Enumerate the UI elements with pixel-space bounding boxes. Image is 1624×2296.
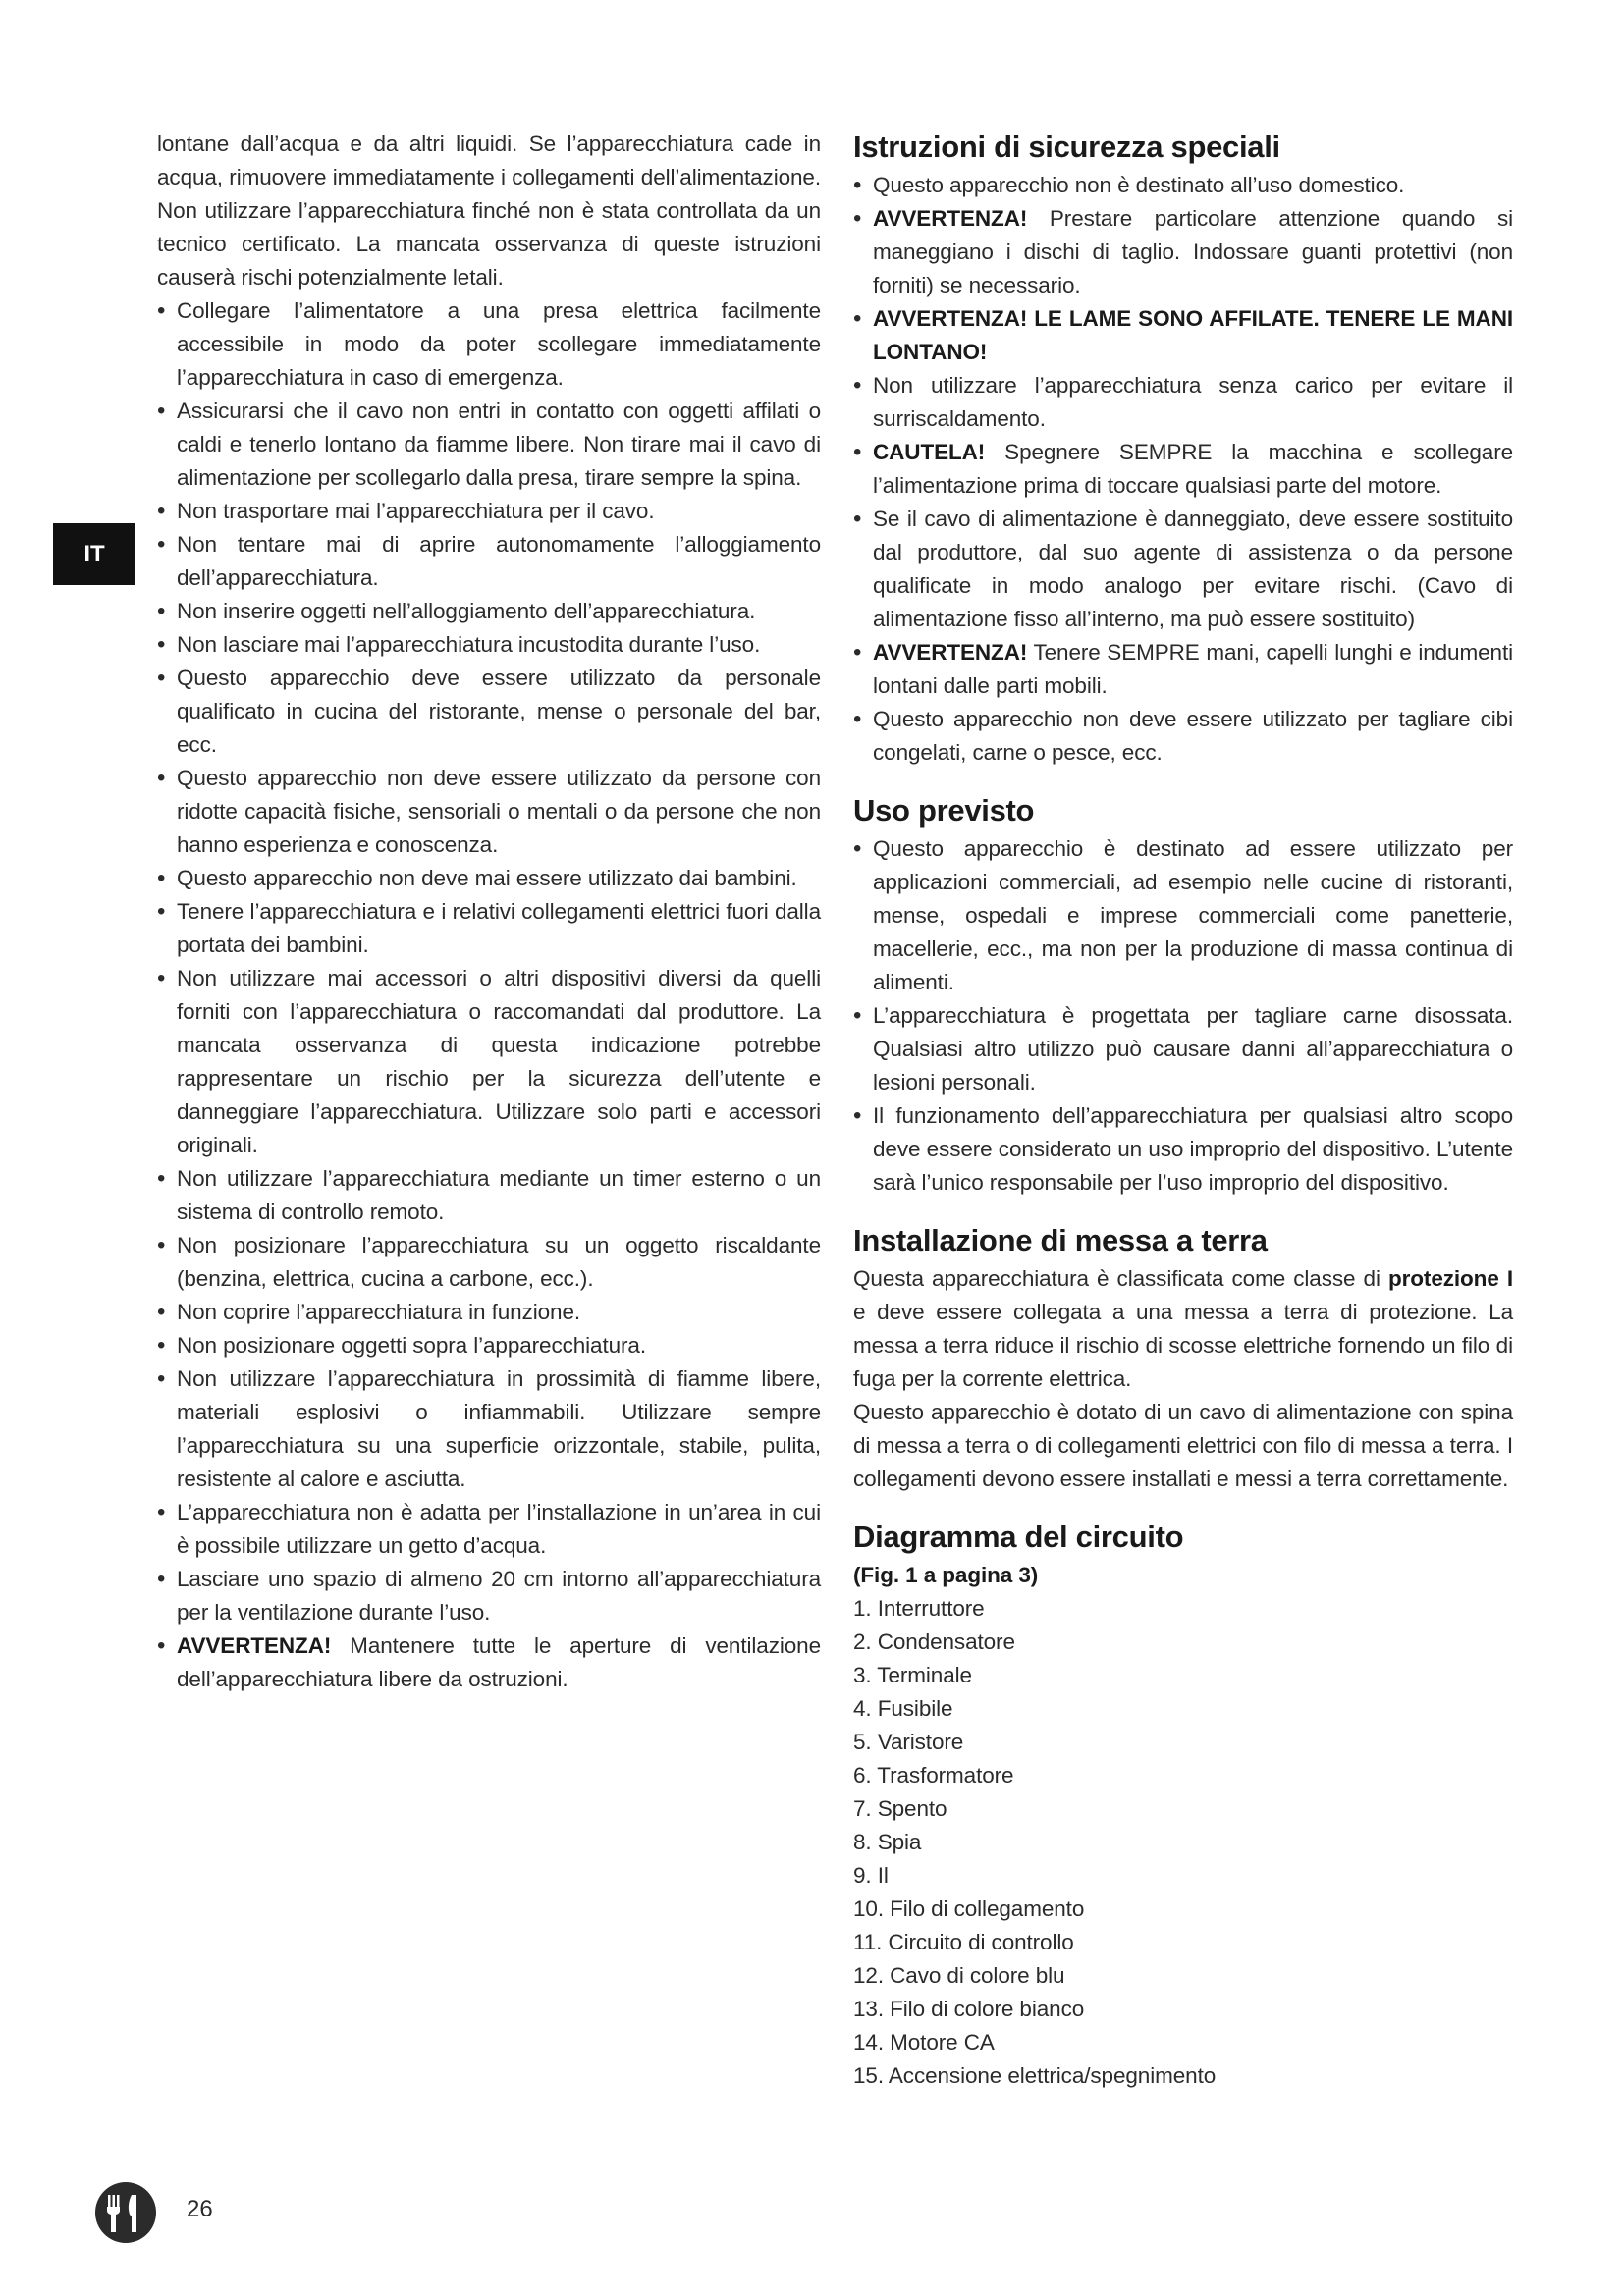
list-item: • Non posizionare l’apparecchiatura su un oggetto riscaldante (benzina, elettrica, cucina a carbone, ecc.).	[157, 1229, 821, 1296]
bullet-icon: •	[853, 506, 862, 532]
circuit-item: 15. Accensione elettrica/spegnimento	[853, 2063, 1217, 2088]
list-item: • Non coprire l’apparecchiatura in funzione.	[157, 1296, 821, 1329]
list-item: • Non lasciare mai l’apparecchiatura incustodita durante l’uso.	[157, 628, 821, 662]
bullet-icon: •	[157, 898, 166, 925]
circuit-list	[853, 1592, 1513, 2093]
list-item: • Non posizionare oggetti sopra l’apparecchiatura.	[157, 1329, 821, 1362]
bullet-icon: •	[157, 665, 166, 691]
circuit-item: 3. Terminale	[853, 1663, 972, 1687]
list-item: • Non utilizzare l’apparecchiatura mediante un timer esterno o un sistema di controllo remoto.	[157, 1162, 821, 1229]
list-item: • Non inserire oggetti nell’alloggiamento dell’apparecchiatura.	[157, 595, 821, 628]
list-item: • CAUTELA! Spegnere SEMPRE la macchina e scollegare l’alimentazione prima di toccare qualsiasi parte del motore.	[853, 436, 1513, 503]
bullet-icon: •	[157, 631, 166, 658]
page-number: 26	[187, 2196, 213, 2222]
bullet-icon: •	[157, 965, 166, 991]
intended-use-section	[853, 791, 1513, 1200]
bullet-icon: •	[157, 1332, 166, 1359]
circuit-item: 14. Motore CA	[853, 2030, 995, 2055]
list-item: • Questo apparecchio deve essere utilizzato da personale qualificato in cucina del ristorante, mense o personale del bar, ecc.	[157, 662, 821, 762]
list-item: • Assicurarsi che il cavo non entri in contatto con oggetti affilati o caldi e tenerlo lontano da fiamme libere. Non tirare mai il cavo di alimentazione per scollegarlo dalla presa, tirare sempre la spina.	[157, 395, 821, 495]
circuit-figure-ref: (Fig. 1 a pagina 3)	[853, 1563, 1039, 1587]
circuit-title: Diagramma del circuito	[853, 1520, 1184, 1554]
list-item: • Il funzionamento dell’apparecchiatura per qualsiasi altro scopo deve essere considerato un uso improprio del dispositivo. L’utente sarà l’unico responsabile per l’uso improprio del dispositivo.	[853, 1099, 1513, 1200]
circuit-item: 7. Spento	[853, 1796, 947, 1821]
safety-section	[853, 128, 1513, 770]
circuit-item: 11. Circuito di controllo	[853, 1930, 1074, 1954]
list-item: • AVVERTENZA! LE LAME SONO AFFILATE. TENERE LE MANI LONTANO!	[853, 302, 1513, 369]
bullet-icon: •	[853, 305, 862, 332]
bullet-icon: •	[157, 865, 166, 891]
list-item: • Questo apparecchio non deve essere utilizzato da persone con ridotte capacità fisiche, sensoriali o mentali o da persone che non hanno esperienza e conoscenza.	[157, 762, 821, 862]
list-item: • Collegare l’alimentatore a una presa elettrica facilmente accessibile in modo da poter scollegare immediatamente l’apparecchiatura in caso di emergenza.	[157, 294, 821, 395]
intro-paragraph: lontane dall’acqua e da altri liquidi. Se l’apparecchiatura cade in acqua, rimuovere immediatamente i collegamenti dell’alimentazione. Non utilizzare l’apparecchiatura finché non è stata controllata da un tecnico certificato. La mancata osservanza di queste istruzioni causerà rischi potenzialmente letali.	[157, 132, 821, 290]
bullet-icon: •	[853, 639, 862, 666]
intended-use-title: Uso previsto	[853, 793, 1035, 828]
bullet-icon: •	[853, 1102, 862, 1129]
grounding-paragraph-1: Questa apparecchiatura è classificata come classe di protezione I e deve essere collegata a una messa a terra di protezione. La messa a terra riduce il rischio di scosse elettriche fornendo un filo di fuga per la corrente elettrica.	[853, 1266, 1514, 1391]
list-item: • Se il cavo di alimentazione è danneggiato, deve essere sostituito dal produttore, dal suo agente di assistenza o da persone qualificate in modo analogo per evitare rischi. (Cavo di alimentazione fisso all’interno, ma può essere sostituito)	[853, 503, 1513, 636]
list-item: • AVVERTENZA! Prestare particolare attenzione quando si maneggiano i dischi di taglio. Indossare guanti protettivi (non forniti) se necessario.	[853, 202, 1513, 302]
circuit-item: 6. Trasformatore	[853, 1763, 1014, 1788]
bullet-icon: •	[853, 172, 862, 198]
circuit-item: 13. Filo di colore bianco	[853, 1997, 1085, 2021]
bullet-icon: •	[853, 372, 862, 399]
safety-list-general	[157, 294, 821, 1696]
list-item: • Non utilizzare l’apparecchiatura senza carico per evitare il surriscaldamento.	[853, 369, 1513, 436]
bullet-icon: •	[853, 835, 862, 862]
list-item: • Non utilizzare mai accessori o altri dispositivi diversi da quelli forniti con l’apparecchiatura o raccomandati dal produttore. La mancata osservanza di questa indicazione potrebbe rappresentare un rischio per la sicurezza dell’utente e danneggiare l’apparecchiatura. Utilizzare solo parti e accessori originali.	[157, 962, 821, 1162]
bullet-icon: •	[157, 1632, 166, 1659]
bullet-icon: •	[157, 765, 166, 791]
circuit-item: 8. Spia	[853, 1830, 922, 1854]
circuit-item: 9. Il	[853, 1863, 889, 1888]
bullet-icon: •	[157, 1566, 166, 1592]
list-item: • Questo apparecchio non deve essere utilizzato per tagliare cibi congelati, carne o pesce, ecc.	[853, 703, 1513, 770]
list-item: • Questo apparecchio è destinato ad essere utilizzato per applicazioni commerciali, ad esempio nelle cucine di ristoranti, mense, ospedali e imprese commerciali come panetterie, macellerie, ecc., ma non per la produzione di massa continua di alimenti.	[853, 832, 1513, 999]
language-tab: IT	[53, 523, 135, 585]
bullet-icon: •	[157, 1232, 166, 1258]
cutlery-logo-icon	[94, 2181, 157, 2244]
circuit-item: 5. Varistore	[853, 1730, 964, 1754]
bullet-icon: •	[853, 1002, 862, 1029]
list-item: • AVVERTENZA! Tenere SEMPRE mani, capelli lunghi e indumenti lontani dalle parti mobili.	[853, 636, 1513, 703]
list-item: • Lasciare uno spazio di almeno 20 cm intorno all’apparecchiatura per la ventilazione durante l’uso.	[157, 1563, 821, 1629]
right-column	[853, 128, 1513, 2114]
list-item: • L’apparecchiatura è progettata per tagliare carne disossata. Qualsiasi altro utilizzo può causare danni all’apparecchiatura o lesioni personali.	[853, 999, 1513, 1099]
circuit-item: 12. Cavo di colore blu	[853, 1963, 1065, 1988]
bullet-icon: •	[157, 297, 166, 324]
safety-list	[853, 169, 1513, 770]
list-item: • Questo apparecchio non deve mai essere utilizzato dai bambini.	[157, 862, 821, 895]
list-item: • Non trasportare mai l’apparecchiatura per il cavo.	[157, 495, 821, 528]
list-item: • L’apparecchiatura non è adatta per l’installazione in un’area in cui è possibile utilizzare un getto d’acqua.	[157, 1496, 821, 1563]
bullet-icon: •	[157, 1165, 166, 1192]
safety-title: Istruzioni di sicurezza speciali	[853, 130, 1280, 164]
bullet-icon: •	[157, 598, 166, 624]
circuit-item: 4. Fusibile	[853, 1696, 953, 1721]
bullet-icon: •	[853, 706, 862, 732]
list-item: • Non utilizzare l’apparecchiatura in prossimità di fiamme libere, materiali esplosivi o infiammabili. Utilizzare sempre l’apparecchiatura su una superficie orizzontale, stabile, pulita, resistente al calore e asciutta.	[157, 1362, 821, 1496]
list-item: • Questo apparecchio non è destinato all’uso domestico.	[853, 169, 1513, 202]
circuit-section	[853, 1518, 1513, 2093]
grounding-section	[853, 1221, 1513, 1496]
list-item: • Non tentare mai di aprire autonomamente l’alloggiamento dell’apparecchiatura.	[157, 528, 821, 595]
list-item: • Tenere l’apparecchiatura e i relativi collegamenti elettrici fuori dalla portata dei bambini.	[157, 895, 821, 962]
circuit-item: 1. Interruttore	[853, 1596, 985, 1621]
circuit-item: 10. Filo di collegamento	[853, 1896, 1085, 1921]
left-column	[157, 128, 821, 1696]
bullet-icon: •	[157, 1299, 166, 1325]
bullet-icon: •	[157, 1365, 166, 1392]
bullet-icon: •	[853, 205, 862, 232]
bullet-icon: •	[853, 439, 862, 465]
circuit-item: 2. Condensatore	[853, 1629, 1015, 1654]
intended-use-list	[853, 832, 1513, 1200]
bullet-icon: •	[157, 498, 166, 524]
grounding-title: Installazione di messa a terra	[853, 1223, 1268, 1257]
bullet-icon: •	[157, 531, 166, 558]
list-item: • AVVERTENZA! Mantenere tutte le aperture di ventilazione dell’apparecchiatura libere da ostruzioni.	[157, 1629, 821, 1696]
bullet-icon: •	[157, 1499, 166, 1525]
grounding-paragraph-2: Questo apparecchio è dotato di un cavo di alimentazione con spina di messa a terra o di collegamenti elettrici con filo di messa a terra. I collegamenti devono essere installati e messi a terra correttamente.	[853, 1400, 1513, 1491]
bullet-icon: •	[157, 398, 166, 424]
